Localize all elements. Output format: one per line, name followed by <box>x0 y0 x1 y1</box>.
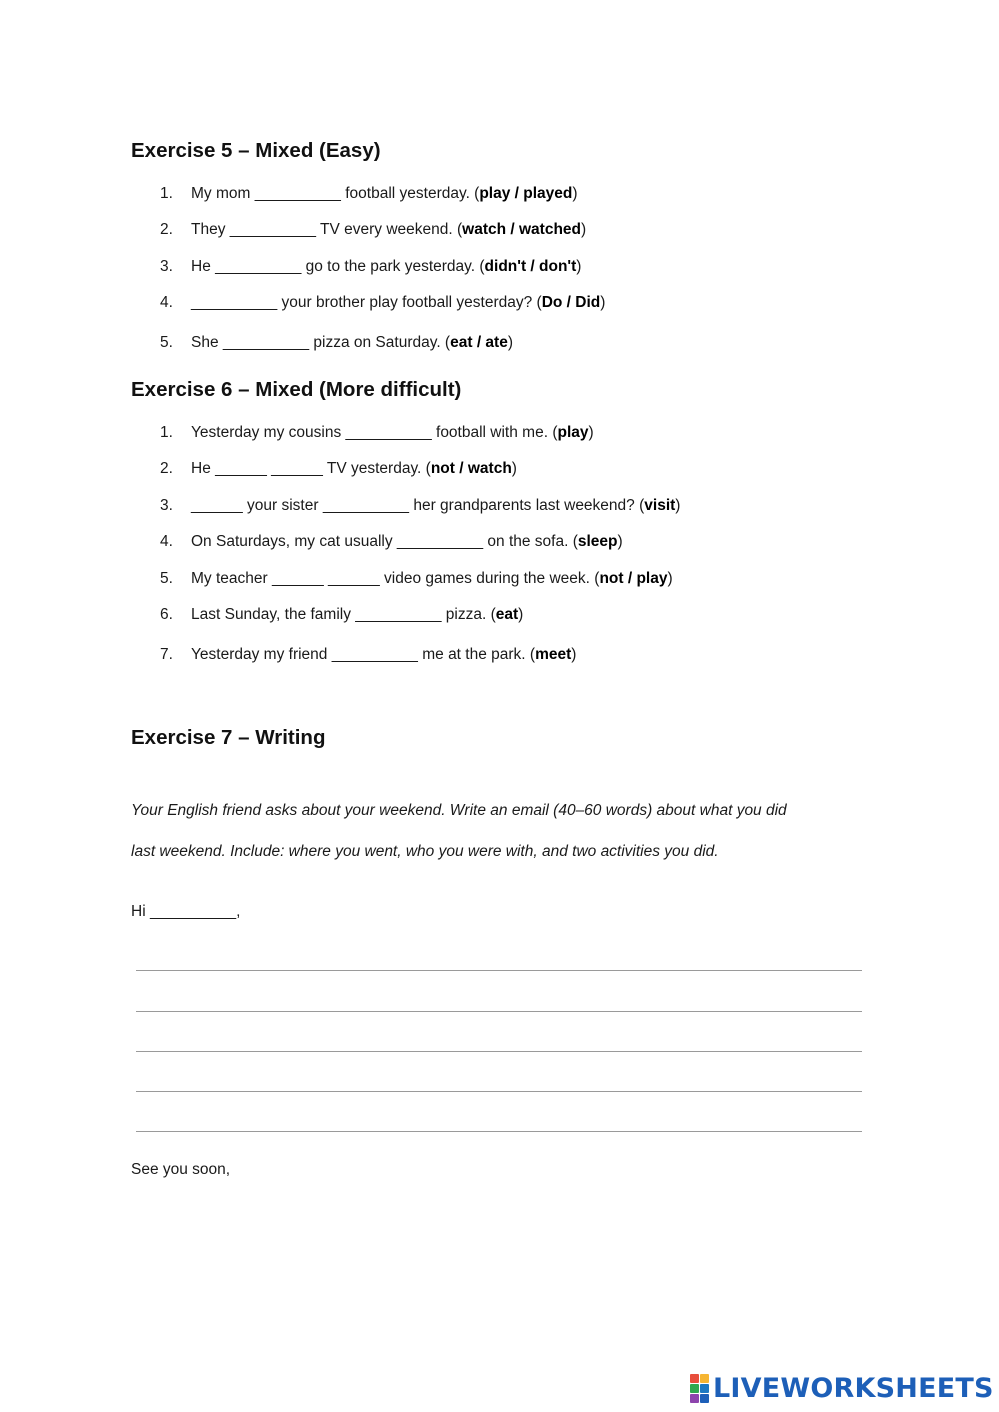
item-text: They __________ TV every weekend. ( <box>191 221 463 238</box>
item-options: eat <box>495 606 519 623</box>
ex5-item-2 <box>160 219 586 241</box>
writing-line-5[interactable] <box>136 1131 862 1132</box>
exercise-6-title: Exercise 6 – Mixed (More difficult) <box>131 378 462 401</box>
writing-line-4[interactable] <box>136 1091 862 1092</box>
item-options: didn't / don't <box>484 258 577 275</box>
item-number: 3. <box>160 258 173 275</box>
item-number: 5. <box>160 334 173 351</box>
item-close: ) <box>675 497 681 514</box>
item-text: He __________ go to the park yesterday. ( <box>191 258 485 275</box>
item-close: ) <box>572 185 578 202</box>
ex5-item-4 <box>160 292 605 314</box>
liveworksheets-logo <box>690 1372 994 1404</box>
item-number: 1. <box>160 424 173 441</box>
item-text: She __________ pizza on Saturday. ( <box>191 334 451 351</box>
item-close: ) <box>571 646 577 663</box>
item-number: 2. <box>160 221 173 238</box>
ex6-item-3 <box>160 495 680 517</box>
item-options: play <box>557 424 589 441</box>
ex6-item-7 <box>160 644 576 666</box>
ex5-item-1 <box>160 183 578 205</box>
item-number: 6. <box>160 606 173 623</box>
item-close: ) <box>617 533 623 550</box>
item-number: 2. <box>160 460 173 477</box>
exercise-7-title: Exercise 7 – Writing <box>131 726 326 749</box>
item-number: 3. <box>160 497 173 514</box>
item-text: On Saturdays, my cat usually __________ on the sofa. ( <box>191 533 578 550</box>
ex6-item-4 <box>160 531 623 553</box>
item-options: sleep <box>577 533 618 550</box>
ex6-item-6 <box>160 604 523 626</box>
item-close: ) <box>600 294 606 311</box>
item-text: My teacher ______ ______ video games during the week. ( <box>191 570 600 587</box>
item-close: ) <box>667 570 673 587</box>
item-text: He ______ ______ TV yesterday. ( <box>191 460 431 477</box>
item-number: 5. <box>160 570 173 587</box>
item-number: 1. <box>160 185 173 202</box>
item-options: eat / ate <box>450 334 508 351</box>
item-close: ) <box>518 606 524 623</box>
item-options: watch / watched <box>462 221 582 238</box>
ex6-item-2 <box>160 458 517 480</box>
ex5-item-5 <box>160 332 513 354</box>
item-number: 4. <box>160 533 173 550</box>
item-text: Yesterday my cousins __________ football with me. ( <box>191 424 558 441</box>
writing-line-1[interactable] <box>136 970 862 971</box>
item-options: play / played <box>479 185 573 202</box>
item-close: ) <box>581 221 587 238</box>
logo-mark-icon <box>690 1374 709 1403</box>
writing-instruction-line-1: Your English friend asks about your weekend. Write an email (40–60 words) about what you did <box>131 802 787 819</box>
item-text: __________ your brother play football yesterday? ( <box>191 294 542 311</box>
item-text: My mom __________ football yesterday. ( <box>191 185 480 202</box>
exercise-5-title: Exercise 5 – Mixed (Easy) <box>131 139 381 162</box>
item-close: ) <box>511 460 517 477</box>
item-close: ) <box>576 258 582 275</box>
item-options: not / watch <box>430 460 512 477</box>
logo-text: LIVEWORKSHEETS <box>713 1372 994 1404</box>
writing-line-3[interactable] <box>136 1051 862 1052</box>
item-number: 7. <box>160 646 173 663</box>
writing-line-2[interactable] <box>136 1011 862 1012</box>
ex6-item-5 <box>160 568 673 590</box>
item-options: visit <box>644 497 676 514</box>
ex5-item-3 <box>160 256 581 278</box>
item-options: Do / Did <box>541 294 601 311</box>
ex6-item-1 <box>160 422 594 444</box>
item-text: Last Sunday, the family __________ pizza. ( <box>191 606 496 623</box>
item-number: 4. <box>160 294 173 311</box>
item-options: meet <box>535 646 572 663</box>
item-close: ) <box>507 334 514 351</box>
item-text: Yesterday my friend __________ me at the park. ( <box>191 646 536 663</box>
email-closing: See you soon, <box>131 1161 231 1178</box>
item-close: ) <box>588 424 594 441</box>
item-options: not / play <box>599 570 668 587</box>
writing-instruction-line-2: last weekend. Include: where you went, who you were with, and two activities you did. <box>131 843 719 860</box>
email-greeting: Hi __________, <box>131 903 241 920</box>
item-text: ______ your sister __________ her grandparents last weekend? ( <box>191 497 645 514</box>
